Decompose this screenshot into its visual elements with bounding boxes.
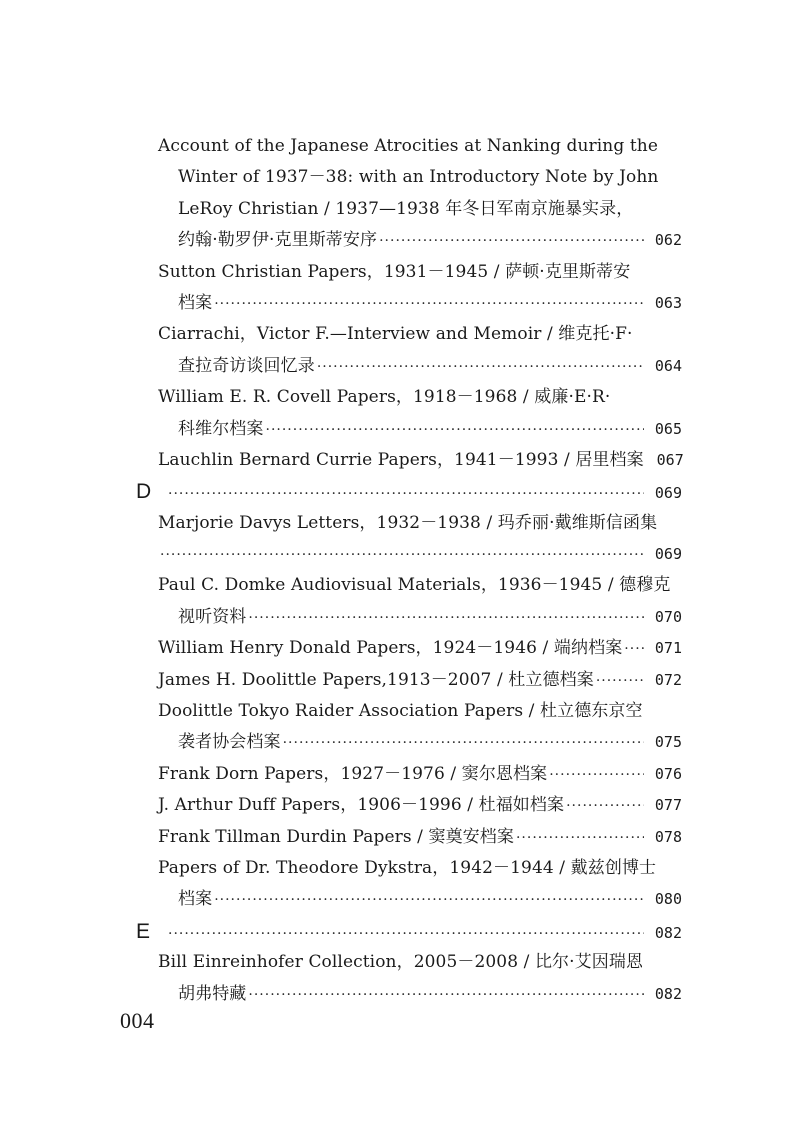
toc-entry-text: Papers of Dr. Theodore Dykstra，1942－1944 / 戴兹创博士 (158, 857, 657, 878)
section-letter-e: E (136, 919, 151, 943)
toc-page-number: 075 (654, 733, 682, 752)
toc-block-d (158, 508, 682, 916)
toc-entry-text: Frank Dorn Papers，1927－1976 / 窦尔恩档案 (158, 763, 548, 784)
toc-entry-text: 约翰·勒罗伊·克里斯蒂安序 (178, 230, 378, 251)
toc-page-number: 077 (654, 796, 682, 815)
toc-entry-line (158, 508, 682, 539)
toc-entry-line (158, 665, 682, 696)
dot-leader (624, 634, 644, 665)
toc-entry-line (158, 288, 682, 319)
dot-leader (566, 791, 644, 822)
toc-entry-line (158, 696, 682, 727)
toc-page-number: 065 (654, 419, 682, 438)
toc-entry-line (158, 445, 682, 476)
section-letter-d: D (136, 480, 152, 504)
toc-page-number: 071 (654, 639, 682, 658)
toc-entry-text: J. Arthur Duff Papers，1906－1996 / 杜福如档案 (158, 795, 565, 816)
dot-leader (160, 540, 644, 571)
table-of-contents (136, 131, 684, 1010)
toc-entry-text: Frank Tillman Durdin Papers / 窦奠安档案 (158, 826, 514, 847)
toc-entry-line (158, 947, 682, 978)
toc-entry-text: LeRoy Christian / 1937—1938 年冬日军南京施暴实录， (178, 198, 634, 219)
toc-entry-line (158, 225, 682, 256)
toc-page-number: 080 (654, 890, 682, 909)
toc-block-e (158, 947, 682, 1010)
toc-entry-text: 档案 (178, 889, 213, 910)
toc-entry-line (158, 539, 682, 570)
toc-entry-line (158, 633, 682, 664)
dot-leader (248, 980, 644, 1011)
dot-leader (549, 760, 644, 791)
toc-entry-text: 科维尔档案 (178, 418, 264, 439)
dot-leader (516, 823, 644, 854)
toc-entry-text: William Henry Donald Papers，1924－1946 / 端纳档案 (158, 638, 623, 659)
toc-page-number: 062 (654, 231, 682, 250)
toc-entry-line (158, 351, 682, 382)
toc-page-number: 076 (654, 764, 682, 783)
toc-entry-text: Lauchlin Bernard Currie Papers，1941－1993 / 居里档案 (158, 449, 644, 470)
dot-leader (168, 919, 644, 950)
dot-leader (379, 226, 644, 257)
toc-entry-line (158, 884, 682, 915)
section-heading-e (136, 916, 682, 947)
toc-entry-line (158, 194, 682, 225)
toc-entry-line (158, 853, 682, 884)
dot-leader (266, 415, 645, 446)
toc-entry-text: Bill Einreinhofer Collection，2005－2008 / 比尔·艾因瑞恩 (158, 952, 644, 973)
dot-leader (596, 666, 644, 697)
toc-entry-line (158, 602, 682, 633)
dot-leader (248, 603, 644, 634)
dot-leader (168, 479, 644, 510)
toc-entry-line (158, 822, 682, 853)
dot-leader (283, 728, 644, 759)
toc-entry-line (158, 414, 682, 445)
toc-page-number: 063 (654, 293, 682, 312)
toc-entry-line (158, 131, 682, 162)
toc-page-number: 069 (654, 545, 682, 564)
toc-entry-text: Sutton Christian Papers，1931－1945 / 萨顿·克里斯蒂安 (158, 261, 631, 282)
toc-entry-line (158, 727, 682, 758)
toc-page-number: 078 (654, 827, 682, 846)
toc-entry-text: 查拉奇访谈回忆录 (178, 355, 315, 376)
toc-entry-text: Ciarrachi，Victor F.—Interview and Memoir / 维克托·F· (158, 324, 633, 345)
toc-entry-text: Doolittle Tokyo Raider Association Papers / 杜立德东京空 (158, 701, 643, 722)
toc-page-number: 070 (654, 607, 682, 626)
toc-entry-line (158, 162, 682, 193)
toc-entry-line (158, 382, 682, 413)
toc-page-number: 064 (654, 356, 682, 375)
toc-entry-text: Marjorie Davys Letters，1932－1938 / 玛乔丽·戴维斯信函集 (158, 512, 658, 533)
toc-entry-line (158, 319, 682, 350)
toc-page-number: 082 (654, 984, 682, 1003)
toc-entry-text: 胡弗特藏 (178, 983, 247, 1004)
toc-entry-text: Paul C. Domke Audiovisual Materials，1936－1945 / 德穆克 (158, 575, 671, 596)
toc-entry-text: Winter of 1937－38: with an Introductory Note by John (178, 167, 659, 188)
section-page-number-d: 069 (654, 484, 682, 503)
toc-entry-text: James H. Doolittle Papers,1913－2007 / 杜立德档案 (158, 669, 594, 690)
section-page-number-e: 082 (654, 923, 682, 942)
toc-entry-text: Account of the Japanese Atrocities at Nanking during the (158, 136, 658, 156)
dot-leader (214, 885, 644, 916)
toc-entry-line (158, 257, 682, 288)
toc-page-number: 072 (654, 670, 682, 689)
toc-page-number: 067 (656, 450, 684, 469)
toc-entry-text: 档案 (178, 292, 213, 313)
toc-entry-text: 视听资料 (178, 606, 247, 627)
toc-entry-line (158, 979, 682, 1010)
toc-entry-line (158, 570, 682, 601)
page-folio-number: 004 (120, 1008, 155, 1033)
dot-leader (214, 289, 644, 320)
dot-leader (317, 352, 644, 383)
toc-entry-text: 袭者协会档案 (178, 732, 281, 753)
section-heading-d (136, 476, 682, 507)
toc-block-c (158, 131, 682, 476)
toc-entry-line (158, 790, 682, 821)
toc-entry-line (158, 759, 682, 790)
toc-entry-text: William E. R. Covell Papers，1918－1968 / 威廉·E·R· (158, 387, 611, 408)
